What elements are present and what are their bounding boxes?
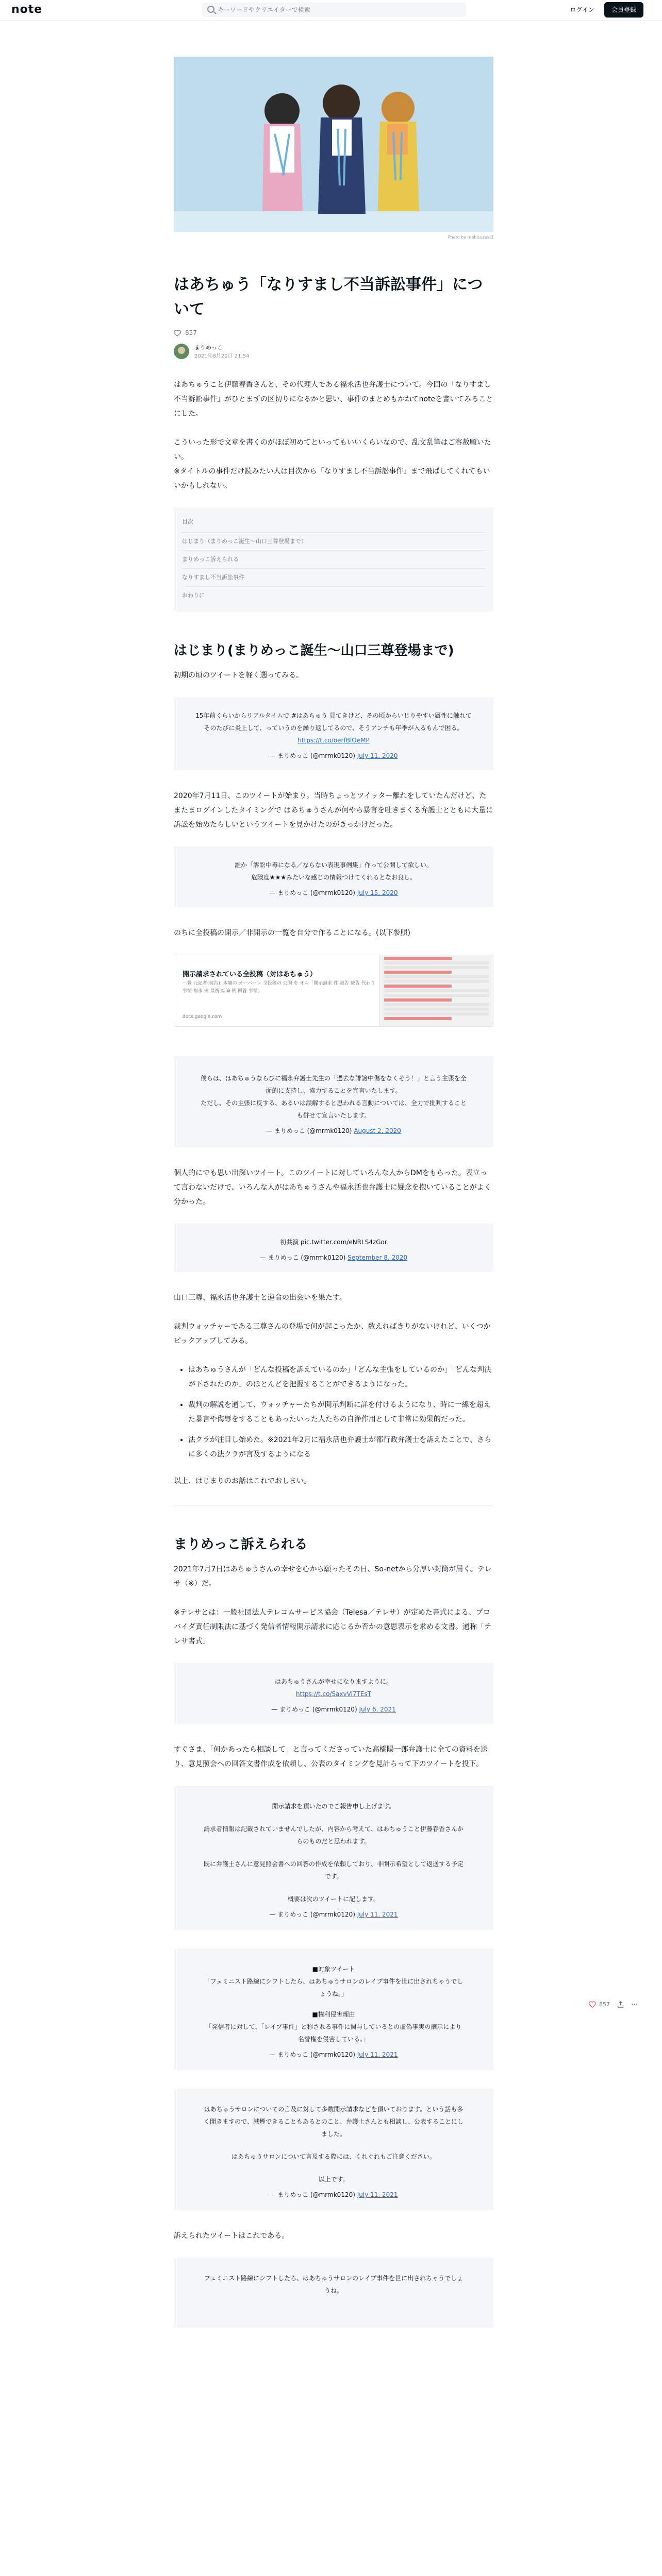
tweet-text: はあちゅうサロンについての言及に対して多数開示請求などを頂いております。という話も多く聞きますので、減煙できることもあるとのこと、弁護士さんとも相談し、公表することにしました。 bbox=[204, 2106, 464, 2138]
tweet-text: 「発信者に対して、「レイプ事件」と称される事件に関与しているとの虚偽事実の摘示により名誉権を侵害している。」 bbox=[205, 2023, 462, 2043]
toc-item[interactable]: はじまり（まりめっこ誕生〜山口三尊登場まで） bbox=[182, 532, 485, 550]
tweet-attribution bbox=[194, 750, 473, 762]
share-icon[interactable] bbox=[617, 2001, 624, 2008]
toc-item[interactable]: まりめっこ訴えられる bbox=[182, 550, 485, 568]
tweet-link[interactable]: https://t.co/oerfBlOeMP bbox=[297, 737, 370, 744]
search-icon bbox=[207, 6, 214, 13]
tweet-author: — まりめっこ (@mrmk0120) bbox=[259, 1254, 346, 1261]
tweet-attribution bbox=[203, 1908, 465, 1921]
paragraph: 山口三尊、福永活也弁護士と運命の出会いを果たす。 bbox=[174, 1294, 346, 1302]
list-item: • はあちゅうさんが「どんな投稿を訴えているのか」「どんな主張をしているのか」「どんな判決が下されたのか」のほとんどを把握することができるようになった。 bbox=[188, 1363, 493, 1392]
toc-item[interactable]: なりすまし不当訴訟事件 bbox=[182, 568, 485, 586]
signup-button[interactable]: 会員登録 bbox=[604, 2, 643, 18]
embedded-tweet bbox=[174, 1056, 493, 1147]
author-info[interactable] bbox=[174, 344, 493, 359]
article bbox=[174, 57, 493, 2346]
paragraph: 2020年7月11日、このツイートが始まり。当時ちょっとツイッター離れをしていたんだけど、たまたまログインしたタイミングで はあちゅうさんが何やら暴言を吐きまくる弁護士とともに大量に訴訟を始めたらしいというツイートを見かけたのがきっかけだった。 bbox=[174, 792, 493, 829]
tweet-text: ただし、その主張に反する、あるいは誤解すると思われる言動については、全力で批判することも併せて宣言いたします。 bbox=[201, 1099, 467, 1119]
search-box[interactable] bbox=[202, 3, 466, 17]
paragraph: 2021年7月7日はあちゅうさんの幸せを心から願ったその日、So-netから分厚い封筒が届く。テレサ（※）だ。 bbox=[174, 1565, 492, 1588]
tweet-author: — まりめっこ (@mrmk0120) bbox=[271, 1706, 357, 1713]
tweet-text: 開示請求を頂いたのでご報告申し上げます。 bbox=[272, 1803, 395, 1810]
tweet-text: ■権利侵害理由 bbox=[312, 2011, 355, 2018]
section-heading: まりめっこ訴えられる bbox=[174, 1537, 308, 1552]
tweet-date-link[interactable]: July 6, 2021 bbox=[359, 1706, 396, 1713]
author-name[interactable]: まりめっこ bbox=[194, 344, 223, 351]
search-input[interactable] bbox=[218, 3, 460, 17]
toc-heading[interactable]: 目次 bbox=[182, 518, 193, 525]
paragraph: ※テレサとは：一般社団法人テレコムサービス協会（Telesa／テレサ）が定めた書式による、プロバイダ責任制限法に基づく発信者情報開示請求に応じるか否かの意思表示を求める文書。通称「テレサ書式」 bbox=[174, 1608, 491, 1646]
tweet-text: 以上です。 bbox=[318, 2176, 349, 2183]
side-like-button[interactable] bbox=[589, 2001, 610, 2008]
tweet-attribution bbox=[203, 2048, 465, 2061]
bullet-list bbox=[174, 1363, 493, 1462]
intro-paragraph: ※タイトルの事件だけ読みたい人は目次から「なりすまし不当訴訟事件」まで飛ばしてくれてもいいかもしれない。 bbox=[174, 467, 490, 490]
tweet-text: ■対象ツイート bbox=[312, 1965, 355, 1973]
login-button[interactable]: ログイン bbox=[570, 6, 594, 13]
embedded-tweet bbox=[174, 1224, 493, 1272]
tweet-attribution bbox=[198, 1125, 469, 1137]
tweet-text: フェミニスト路線にシフトしたら、はあちゅうサロンのレイプ事件を世に出されちゃうでしょうね。 bbox=[204, 2275, 464, 2294]
list-item: • 裁判の解説を通して、ウォッチャーたちが開示判断に詳を付けるようになり、時に一線を超えた暴言や侮辱をすることもあったいった人たちの自浄作用として非常に効果的だった。 bbox=[188, 1398, 493, 1427]
embedded-tweet bbox=[174, 846, 493, 907]
paragraph: のちに全投稿の開示／非開示の一覧を自分で作ることになる。(以下参照) bbox=[174, 929, 410, 937]
tweet-text: はあちゅうさんが幸せになりますように。 bbox=[274, 1678, 392, 1685]
hero-illustration bbox=[174, 57, 493, 232]
section-heading: はじまり(まりめっこ誕生〜山口三尊登場まで) bbox=[174, 643, 454, 658]
tweet-date-link[interactable]: August 2, 2020 bbox=[354, 1127, 401, 1134]
article-body bbox=[174, 378, 493, 2328]
tweet-date-link[interactable]: July 15, 2020 bbox=[357, 889, 398, 896]
paragraph: 初期の頃のツイートを軽く遡ってみる。 bbox=[174, 671, 304, 680]
tweet-date-link[interactable]: September 8, 2020 bbox=[347, 1254, 408, 1261]
embedded-tweet bbox=[174, 697, 493, 770]
tweet-text: 誰か「訴訟中毒になる／ならない表現事例集」作って公開して欲しい。 bbox=[234, 861, 433, 869]
embedded-tweet bbox=[174, 2258, 493, 2328]
tweet-author: — まりめっこ (@mrmk0120) bbox=[269, 889, 355, 896]
tweet-author: — まりめっこ (@mrmk0120) bbox=[266, 1127, 352, 1134]
tweet-link[interactable]: https://t.co/SaxvVi7TEsT bbox=[295, 1690, 372, 1698]
tweet-date-link[interactable]: July 11, 2020 bbox=[357, 752, 398, 759]
embedded-tweet bbox=[174, 1663, 493, 1724]
tweet-date-link[interactable]: July 11, 2021 bbox=[357, 2191, 398, 2198]
tweet-text: 既に弁護士さんに意見照会書への回答の作成を依頼しており、非開示希望として返送する予定です。 bbox=[203, 1860, 464, 1880]
tweet-text: 「フェミニスト路線にシフトしたら、はあちゅうサロンのレイプ事件を世に出されちゃうでしょうね。」 bbox=[204, 1978, 464, 1997]
embedded-tweet bbox=[174, 2089, 493, 2210]
embed-domain: docs.google.com bbox=[183, 1014, 222, 1020]
like-count-row[interactable] bbox=[174, 329, 493, 336]
heart-icon[interactable] bbox=[589, 2001, 596, 2008]
intro-paragraph: こういった形で文章を書くのがほぼ初めてといってもいいくらいなので、乱文乱筆はご容赦願いたい。 bbox=[174, 438, 491, 461]
bowing-people-illustration bbox=[174, 57, 493, 232]
paragraph: 訴えられたツイートはこれである。 bbox=[174, 2232, 289, 2240]
top-navigation-bar bbox=[0, 0, 662, 21]
spreadsheet-thumbnail bbox=[379, 955, 493, 1026]
floating-action-bar bbox=[589, 2001, 638, 2008]
author-avatar[interactable] bbox=[174, 344, 189, 359]
embedded-tweet bbox=[174, 1786, 493, 1930]
table-of-contents bbox=[174, 507, 493, 612]
tweet-attribution bbox=[194, 887, 473, 899]
side-like-count: 857 bbox=[599, 2001, 610, 2008]
tweet-text: 請求者情報は記載されていませんでしたが、内容から考えて、はあちゅうこと伊藤春香さんからのものだと思われます。 bbox=[204, 1825, 464, 1845]
like-count: 857 bbox=[185, 329, 197, 336]
tweet-text: 15年前くらいからリアルタイムで #はあちゅう 見てきけど、その頃からいじりやすい属性に触れてそのたびに炎上して、っていうのを繰り返してるので、そうアンチも年季が入るもんで困る。 bbox=[195, 712, 472, 732]
paragraph: 以上、はじまりのお話はこれでおしまい。 bbox=[174, 1477, 311, 1485]
publish-date: 2021年8月20日 21:54 bbox=[194, 353, 250, 359]
list-item: • 法クラが注目し始めた。※2021年2月に福永活也弁護士が都行政弁護士を訴えたことで、さらに多くの法クラが言及するようになる bbox=[188, 1433, 493, 1462]
embed-description: 一覧 元記者(被告), 本顔の オーバーレ 全投稿の 公開 を オル「開示請求 件 被告 被告 代わり 事情 福永 例 最後 結論 例 回答 事情」 bbox=[183, 981, 375, 994]
tweet-attribution bbox=[194, 1703, 473, 1716]
tweet-date-link[interactable]: July 11, 2021 bbox=[357, 1911, 398, 1918]
tweet-text: 概要は次のツイートに記します。 bbox=[287, 1895, 380, 1903]
tweet-author: — まりめっこ (@mrmk0120) bbox=[269, 2051, 355, 2058]
tweet-attribution bbox=[194, 1251, 473, 1264]
paragraph: すぐさま、「何かあったら相談して」と言ってくださっていた高橋陽一郎弁護士に全ての資料を送り、意見照会への回答文書作成を依頼し、公表のタイミングを見計らって下のツイートを投下。 bbox=[174, 1745, 488, 1768]
tweet-text: 初共演 pic.twitter.com/eNRLS4zGor bbox=[280, 1239, 387, 1246]
hero-photo-credit[interactable]: Photo by mebisuzuki3 bbox=[448, 235, 493, 240]
article-title: はあちゅう「なりすまし不当訴訟事件」について bbox=[174, 276, 483, 318]
tweet-text: はあちゅうサロンについて言及する際には、くれぐれもご注意ください。 bbox=[231, 2153, 436, 2160]
tweet-text: 僕らは、はあちゅうならびに福永弁護士先生の「過去な誹謗中傷をなくそう！」と言う主張を全面的に支持し、協力することを宣言いたします。 bbox=[200, 1075, 467, 1094]
more-options-icon[interactable] bbox=[631, 2001, 638, 2008]
tweet-author: — まりめっこ (@mrmk0120) bbox=[269, 752, 355, 759]
tweet-attribution bbox=[203, 2189, 465, 2201]
tweet-author: — まりめっこ (@mrmk0120) bbox=[269, 1911, 355, 1918]
tweet-author: — まりめっこ (@mrmk0120) bbox=[269, 2191, 355, 2198]
tweet-text: 危険度★★★みたいな感じの情報つけてくれるとなお良し。 bbox=[251, 874, 417, 881]
link-card-embed[interactable] bbox=[174, 955, 493, 1027]
embed-title: 開示請求されている全投稿（対はあちゅう） bbox=[183, 971, 317, 978]
paragraph: 個人的にでも思い出深いツイート。このツイートに対していろんな人からDMをもらった。表立って言わないだけで、いろんな人がはあちゅうさんや福永活也弁護士に疑念を抱いていることがよく分かった。 bbox=[174, 1169, 491, 1206]
embedded-tweet bbox=[174, 1948, 493, 2070]
paragraph: 裁判ウォッチャーである三尊さんの登場で何が起こったか、数えればきりがないけれど、いくつかピックアップしてみる。 bbox=[174, 1323, 491, 1345]
note-logo[interactable]: note bbox=[11, 3, 43, 16]
tweet-date-link[interactable]: July 11, 2021 bbox=[357, 2051, 398, 2058]
intro-paragraph: はあちゅうこと伊藤春香さんと、その代理人である福永活也弁護士について。今回の「なりすまし不当訴訟事件」がひとまずの区切りになるかと思い、事件のまとめもかねてnoteを書いてみることにした。 bbox=[174, 381, 493, 418]
toc-item[interactable]: おわりに bbox=[182, 586, 485, 604]
heart-icon[interactable] bbox=[174, 330, 181, 336]
